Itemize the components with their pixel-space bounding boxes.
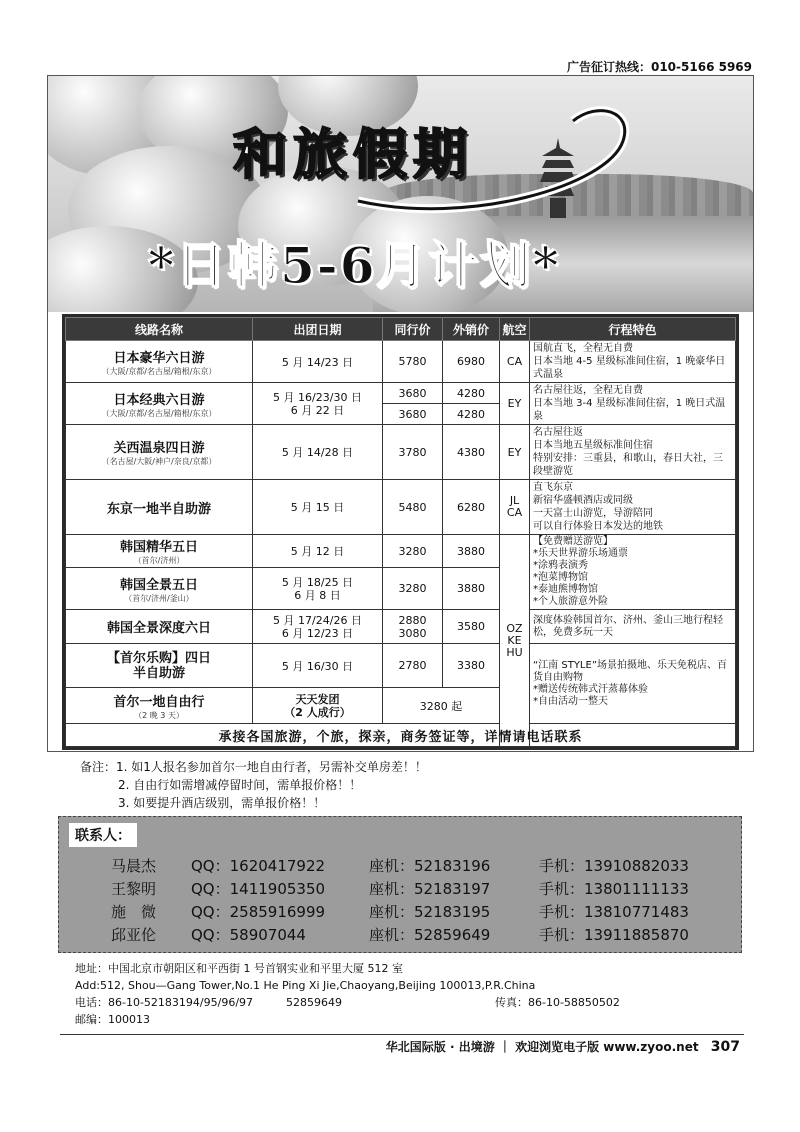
contact-mobile: 手机：13801111133 [539, 880, 689, 898]
table-footer: 承接各国旅游，个旅，探亲，商务签证等，详情请电话联系 [66, 724, 736, 747]
contact-qq: QQ：1411905350 [191, 880, 326, 898]
retail-price: 4280 [443, 404, 500, 425]
note-item: 2. 自由行如需增减停留时间，需单报价格！！ [118, 778, 362, 792]
contact-row [111, 901, 751, 923]
airline: EY [500, 383, 530, 425]
route-name: 韩国精华五日 [119, 540, 198, 555]
contact-qq: QQ：1620417922 [191, 857, 326, 875]
footer-text: 华北国际版 · 出境游 ｜ 欢迎浏览电子版 www.zyoo.net [385, 1040, 699, 1054]
footer-divider [60, 1034, 744, 1035]
route-name: 韩国全景深度六日 [106, 621, 211, 636]
airline: JL CA [500, 480, 530, 535]
route-name: 关西温泉四日游 [113, 441, 205, 456]
route-cities: （名古屋/大阪/神户/奈良/京都） [101, 457, 217, 466]
header-retail-price: 外销价 [443, 318, 500, 341]
depart-date: 5 月 14/23 日 [253, 341, 383, 383]
plan-subtitle: *日韩5-6月计划* [148, 236, 561, 295]
depart-date: 5 月 14/28 日 [253, 425, 383, 480]
route-name: 东京一地半自助游 [106, 501, 211, 517]
header-route: 线路名称 [66, 318, 253, 341]
notes [80, 758, 427, 812]
contact-row [111, 924, 751, 946]
contact-phone: 座机：52183196 [369, 857, 491, 875]
table-row [66, 383, 736, 404]
ad-hotline: 广告征订热线：010-5166 5969 [566, 60, 752, 74]
banner-image [48, 76, 753, 312]
retail-price: 4280 [443, 383, 500, 404]
postcode: 邮编：100013 [75, 1013, 150, 1026]
contact-qq: QQ：58907044 [191, 926, 306, 944]
route-cities: （大阪/京都/名古屋/箱根/东京） [101, 408, 217, 418]
features: 名古屋往返，全程无自费 日本当地 3-4 星级标准间住宿，1 晚日式温泉 [530, 383, 736, 425]
peer-price: 3780 [383, 425, 443, 480]
note-item: 3. 如要提升酒店级别，需单报价格！！ [118, 796, 326, 810]
address-cn: 地址：中国北京市朝阳区和平西街 1 号首钢实业和平里大厦 512 室 [75, 962, 403, 975]
route-cities: （首尔/济州/釜山） [124, 593, 194, 603]
airline: EY [500, 425, 530, 480]
depart-date: 5 月 18/25 日 6 月 8 日 [253, 568, 383, 610]
note-item: 1. 如1人报名参加首尔一地自由行者，另需补交单房差！！ [116, 760, 427, 774]
address-block [75, 960, 735, 1028]
ad-frame [47, 75, 754, 752]
peer-price: 3680 [383, 404, 443, 425]
brand-title: 和旅假期 [233, 122, 473, 186]
route-name: 日本经典六日游 [113, 392, 205, 408]
route-cities: （首尔/济州） [133, 556, 185, 565]
retail-price: 3880 [443, 568, 500, 610]
table-row [66, 535, 736, 568]
peer-price: 3280 [383, 568, 443, 610]
route-name: 【首尔乐购】四日 半自助游 [106, 650, 211, 681]
table-footer-row [66, 724, 736, 747]
contact-phone: 座机：52859649 [369, 926, 491, 944]
retail-price: 3880 [443, 535, 500, 568]
table-header-row [66, 318, 736, 341]
contact-qq: QQ：2585916999 [191, 903, 326, 921]
retail-price: 4380 [443, 425, 500, 480]
page-number: 307 [710, 1039, 740, 1055]
depart-date: 5 月 16/30 日 [253, 644, 383, 688]
depart-date: 5 月 15 日 [253, 480, 383, 535]
depart-date: 5 月 17/24/26 日 6 月 12/23 日 [253, 610, 383, 644]
contact-name: 马晨杰 [111, 857, 157, 875]
route-cities: （2 晚 3 天） [134, 710, 184, 720]
table-row [66, 610, 736, 644]
peer-price: 2880 3080 [383, 610, 443, 644]
header-date: 出团日期 [253, 318, 383, 341]
peer-price: 5780 [383, 341, 443, 383]
features: 直飞东京 新宿华盛顿酒店或同级 一天富士山游览，导游陪同 可以自行体验日本发达的地铁 [530, 480, 736, 535]
table-row [66, 341, 736, 383]
route-name: 日本豪华六日游 [113, 350, 205, 366]
contact-mobile: 手机：13910882033 [539, 857, 689, 875]
telephone: 电话：86-10-52183194/95/96/97 52859649 [75, 996, 343, 1009]
contact-row [111, 855, 751, 877]
route-name: 首尔一地自由行 [113, 694, 205, 710]
header-airline: 航空 [500, 318, 530, 341]
retail-price: 6280 [443, 480, 500, 535]
header-peer-price: 同行价 [383, 318, 443, 341]
airline: OZ KE HU [500, 535, 530, 747]
airline: CA [500, 341, 530, 383]
price-from: 3280 起 [383, 688, 500, 724]
contact-phone: 座机：52183197 [369, 880, 491, 898]
contact-name: 邱亚伦 [111, 926, 157, 944]
depart-date: 天天发团 （2 人成行） [253, 688, 383, 724]
depart-date: 5 月 16/23/30 日 6 月 22 日 [253, 383, 383, 425]
table-row [66, 480, 736, 535]
features: 深度体验韩国首尔、济州、釜山三地行程轻松，免费多玩一天 [530, 610, 736, 644]
features: 名古屋往返 日本当地五星级标准间住宿 特别安排：三重县，和歌山，春日大社，三段壁游览 [530, 425, 736, 480]
peer-price: 2780 [383, 644, 443, 688]
features-gangnam: “江南 STYLE”场景拍摄地、乐天免税店、百货自由购物 *赠送传统韩式汗蒸幕体验 *自由活动一整天 [530, 644, 736, 724]
retail-price: 3380 [443, 644, 500, 688]
peer-price: 3680 [383, 383, 443, 404]
header-features: 行程特色 [530, 318, 736, 341]
contact-box [58, 816, 742, 953]
fax: 传真：86-10-58850502 [495, 996, 620, 1009]
contact-mobile: 手机：13810771483 [539, 903, 689, 921]
notes-label: 备注： [80, 760, 117, 774]
retail-price: 3580 [443, 610, 500, 644]
peer-price: 5480 [383, 480, 443, 535]
route-table [65, 317, 736, 747]
contact-name: 王黎明 [111, 880, 157, 898]
features: 国航直飞，全程无自费 日本当地 4-5 星级标准间住宿，1 晚豪华日式温泉 [530, 341, 736, 383]
contact-row [111, 878, 751, 900]
route-name: 韩国全景五日 [119, 577, 198, 593]
depart-date: 5 月 12 日 [253, 535, 383, 568]
contact-name: 施 微 [111, 903, 157, 921]
contact-label: 联系人： [69, 823, 137, 847]
retail-price: 6980 [443, 341, 500, 383]
table-row [66, 644, 736, 688]
address-en: Add:512, Shou—Gang Tower,No.1 He Ping Xi Jie,Chaoyang,Beijing 100013,P.R.China [75, 979, 536, 992]
features-free-tours: 【免费赠送游览】 *乐天世界游乐场通票 *涂鸦表演秀 *泡菜博物馆 *泰迪熊博物馆 *个人旅游意外险 [530, 535, 736, 610]
contact-mobile: 手机：13911885870 [539, 926, 689, 944]
route-table-wrap [62, 314, 739, 750]
contact-phone: 座机：52183195 [369, 903, 491, 921]
route-cities: （大阪/京都/名古屋/箱根/东京） [101, 366, 217, 376]
table-row [66, 425, 736, 480]
page-footer [386, 1038, 740, 1055]
peer-price: 3280 [383, 535, 443, 568]
